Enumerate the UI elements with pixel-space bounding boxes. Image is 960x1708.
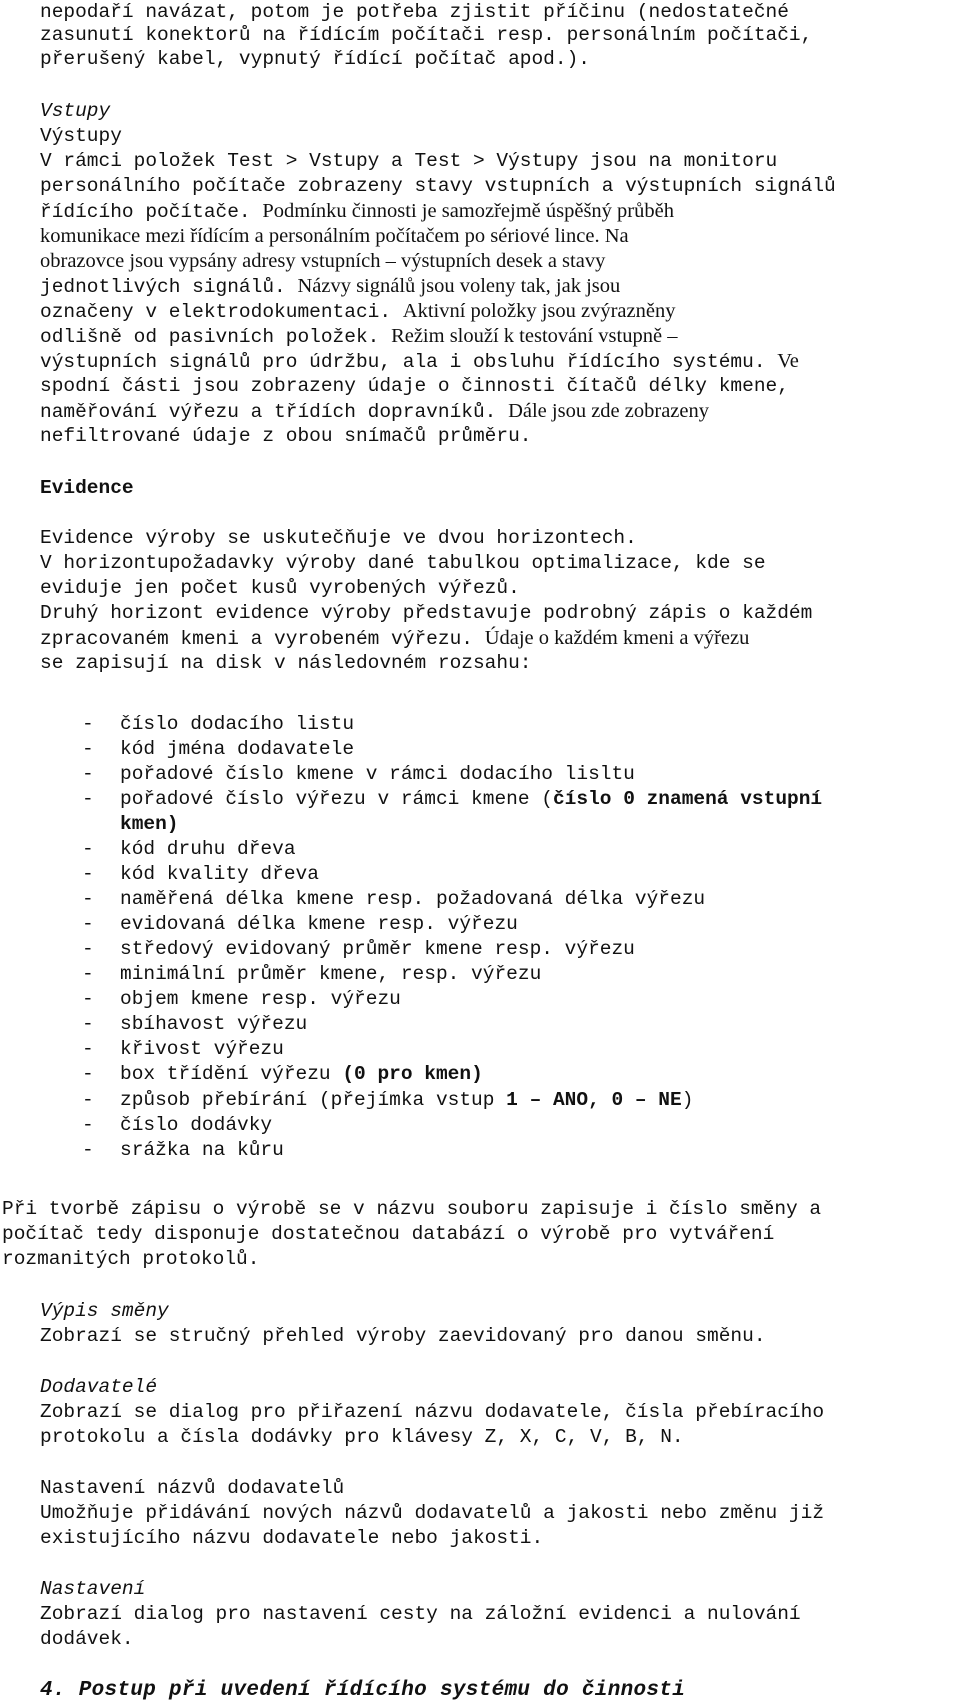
vstupy-heading: Vstupy xyxy=(40,100,111,122)
text-line: označeny v elektrodokumentaci. Aktivní položky jsou zvýrazněny xyxy=(40,300,676,323)
text-line: naměřování výřezu a třídích dopravníků. Dále jsou zde zobrazeny xyxy=(40,400,709,423)
list-item: - způsob přebírání (přejímka vstup 1 – ANO, 0 – NE) xyxy=(82,1089,694,1111)
list-item: - sbíhavost výřezu xyxy=(82,1013,308,1035)
text-line: rozmanitých protokolů. xyxy=(2,1248,260,1270)
text-line: jednotlivých signálů. Názvy signálů jsou voleny tak, jak jsou xyxy=(40,275,621,298)
text-line: výstupních signálů pro údržbu, ala i obsluhu řídícího systému. Ve xyxy=(40,350,799,373)
nastaveni-nazvu-heading: Nastavení názvů dodavatelů xyxy=(40,1477,345,1499)
text-line: dodávek. xyxy=(40,1628,134,1650)
text-line: zpracovaném kmeni a vyrobeném výřezu. Údaje o každém kmeni a výřezu xyxy=(40,627,750,650)
text-line: Evidence výroby se uskutečňuje ve dvou horizontech. xyxy=(40,527,637,549)
list-item: - kód kvality dřeva xyxy=(82,863,319,885)
list-item: - středový evidovaný průměr kmene resp. výřezu xyxy=(82,938,635,960)
text-line: odlišně od pasivních položek. Režim slouží k testování vstupně – xyxy=(40,325,678,348)
text-line: přerušený kabel, vypnutý řídící počítač apod.). xyxy=(40,48,590,70)
text-line: obrazovce jsou vypsány adresy vstupních – výstupních desek a stavy xyxy=(40,250,606,272)
list-item: - číslo dodacího listu xyxy=(82,713,355,735)
text-line: spodní části jsou zobrazeny údaje o činnosti čítačů délky kmene, xyxy=(40,375,789,397)
text-line: nepodaří navázat, potom je potřeba zjistit příčinu (nedostatečné xyxy=(40,1,789,23)
evidence-heading: Evidence xyxy=(40,477,134,499)
text-line: Zobrazí se dialog pro přiřazení názvu dodavatele, čísla přebíracího xyxy=(40,1401,825,1423)
list-item: - kód jména dodavatele xyxy=(82,738,355,760)
dodavatele-heading: Dodavatelé xyxy=(40,1376,158,1398)
nastaveni-heading: Nastavení xyxy=(40,1578,146,1600)
text-line: nefiltrované údaje z obou snímačů průměru. xyxy=(40,425,532,447)
text-line: se zapisují na disk v následovném rozsahu: xyxy=(40,652,532,674)
text-line: komunikace mezi řídícím a personálním počítačem po sériové lince. Na xyxy=(40,225,629,247)
text-line: Zobrazí dialog pro nastavení cesty na záložní evidenci a nulování xyxy=(40,1603,801,1625)
text-line: Zobrazí se stručný přehled výroby zaevidovaný pro danou směnu. xyxy=(40,1325,766,1347)
text-line: počítač tedy disponuje dostatečnou databází o výrobě pro vytváření xyxy=(2,1223,775,1245)
list-item: - srážka na kůru xyxy=(82,1139,284,1161)
list-item: - pořadové číslo výřezu v rámci kmene (číslo 0 znamená vstupní xyxy=(82,788,823,810)
text-line: Druhý horizont evidence výroby představuje podrobný zápis o každém xyxy=(40,602,813,624)
text-line: personálního počítače zobrazeny stavy vstupních a výstupních signálů xyxy=(40,175,836,197)
section-heading: 4. Postup při uvedení řídícího systému do činnosti xyxy=(40,1679,686,1702)
list-item: - objem kmene resp. výřezu xyxy=(82,988,401,1010)
text-line: V horizontupožadavky výroby dané tabulkou optimalizace, kde se xyxy=(40,552,766,574)
vypis-smeny-heading: Výpis směny xyxy=(40,1300,169,1322)
list-item: - minimální průměr kmene, resp. výřezu xyxy=(82,963,542,985)
text-line: Umožňuje přidávání nových názvů dodavatelů a jakosti nebo změnu již xyxy=(40,1502,825,1524)
text-line: existujícího názvu dodavatele nebo jakosti. xyxy=(40,1527,544,1549)
list-item-continuation: kmen) xyxy=(120,813,179,835)
list-item: - box třídění výřezu (0 pro kmen) xyxy=(82,1063,483,1085)
text-line: zasunutí konektorů na řídícím počítači resp. personálním počítači, xyxy=(40,24,813,46)
text-line: Při tvorbě zápisu o výrobě se v názvu souboru zapisuje i číslo směny a xyxy=(2,1198,822,1220)
text-line: eviduje jen počet kusů vyrobených výřezů. xyxy=(40,577,520,599)
text-line: V rámci položek Test > Vstupy a Test > Výstupy jsou na monitoru xyxy=(40,150,778,172)
list-item: - naměřená délka kmene resp. požadovaná délka výřezu xyxy=(82,888,706,910)
list-item: - evidovaná délka kmene resp. výřezu xyxy=(82,913,518,935)
text-line: protokolu a čísla dodávky pro klávesy Z, X, C, V, B, N. xyxy=(40,1426,684,1448)
list-item: - pořadové číslo kmene v rámci dodacího lisltu xyxy=(82,763,635,785)
text-line: řídícího počítače. Podmínku činnosti je samozřejmě úspěšný průběh xyxy=(40,200,674,223)
vystupy-heading: Výstupy xyxy=(40,125,122,147)
list-item: - křivost výřezu xyxy=(82,1038,284,1060)
list-item: - kód druhu dřeva xyxy=(82,838,296,860)
list-item: - číslo dodávky xyxy=(82,1114,273,1136)
